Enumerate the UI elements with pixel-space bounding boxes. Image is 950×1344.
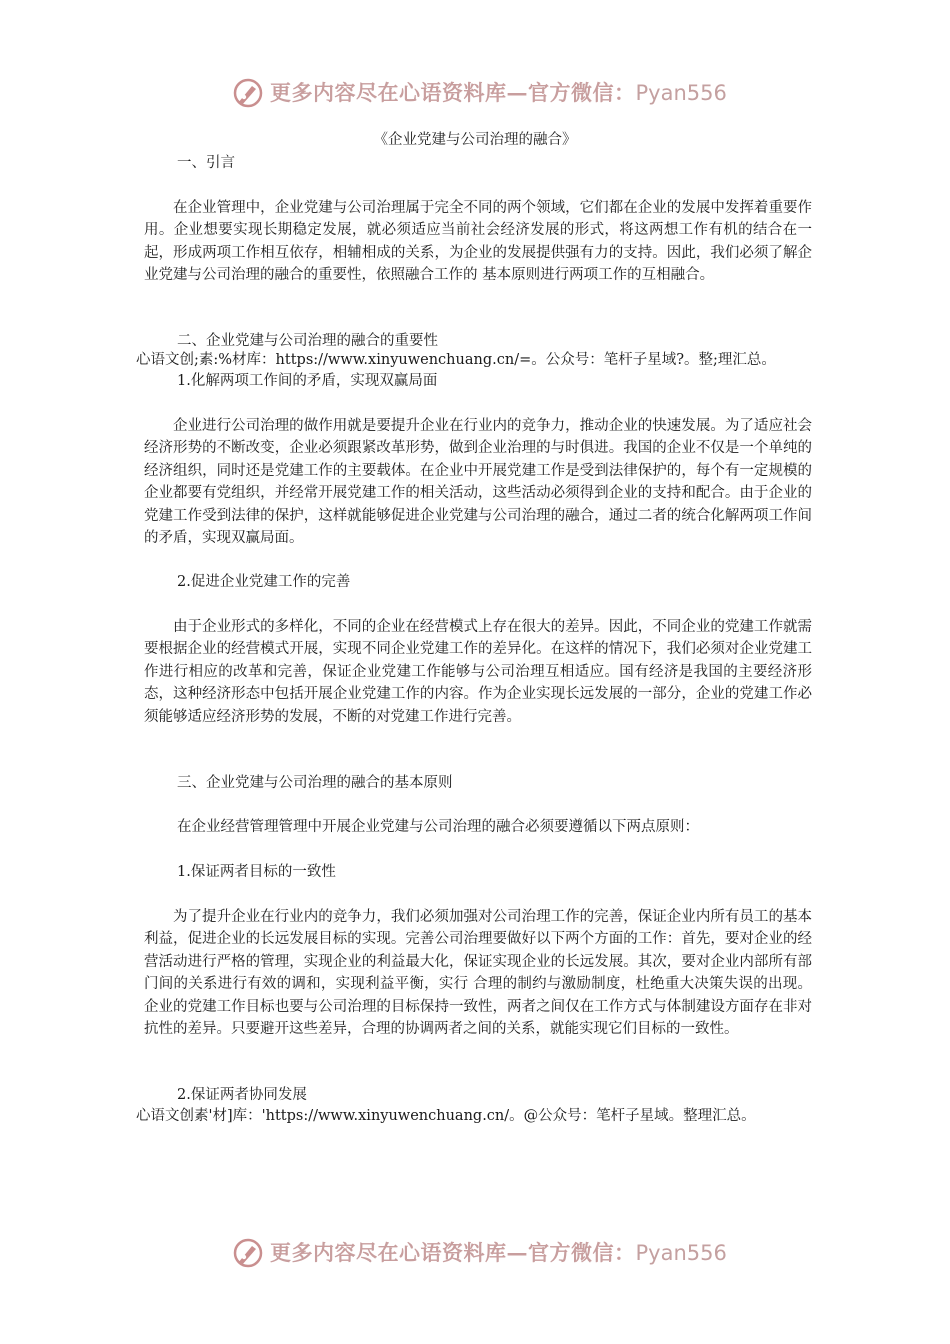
header-banner bbox=[0, 73, 950, 113]
pen-logo-icon bbox=[232, 1237, 264, 1269]
subheading-coordinated-development: 2.保证两者协同发展 bbox=[177, 1087, 307, 1103]
watermark-line-2: 心语文创素'材]库：'https://www.xinyuwenchuang.cn/。@公众号：笔杆子星域。整理汇总。 bbox=[136, 1108, 756, 1124]
document-title: 《企业党建与公司治理的融合》 bbox=[373, 132, 577, 148]
heading-importance: 二、企业党建与公司治理的融合的重要性 bbox=[177, 333, 438, 349]
paragraph-goal-consistency: 为了提升企业在行业内的竞争力，我们必须加强对公司治理工作的完善，保证企业内所有员工的基本利益，促进企业的长远发展目标的实现。完善公司治理要做好以下两个方面的工作：首先，要对企业的经营活动进行严格的管理，实现企业的利益最大化，保证实现企业的长远发展。其次，要对企业内部所有部门间的关系进行有效的调和，实现利益平衡，实行 合理的制约与激励制度，杜绝重大决策失误的出现。企业的党建工作目标也要与公司治理的目标保持一致性，两者之间仅在工作方式与体制建设方面存在非对抗性的差异。只要避开这些差异，合理的协调两者之间的关系，就能实现它们目标的一致性。 bbox=[144, 909, 812, 1038]
paragraph-improve-party-building: 由于企业形式的多样化，不同的企业在经营模式上存在很大的差异。因此，不同企业的党建工作就需要根据企业的经营模式开展，实现不同企业党建工作的差异化。在这样的情况下，我们必须对企业党建工作进行相应的改革和完善，保证企业党建工作能够与公司治理互相适应。国有经济是我国的主要经济形态，这种经济形态中包括开展企业党建工作的内容。作为企业实现长远发展的一部分，企业的党建工作必须能够适应经济形势的发展，不断的对党建工作进行完善。 bbox=[144, 619, 812, 725]
paragraph-introduction: 在企业管理中，企业党建与公司治理属于完全不同的两个领域，它们都在企业的发展中发挥着重要作用。企业想要实现长期稳定发展，就必须适应当前社会经济发展的形式，将这两想工作有机的结合在一起，形成两项工作相互依存，相辅相成的关系，为企业的发展提供强有力的支持。因此，我们必须了解企业党建与公司治理的融合的重要性，依照融合工作的 基本原则进行两项工作的互相融合。 bbox=[144, 200, 812, 284]
heading-principles: 三、企业党建与公司治理的融合的基本原则 bbox=[177, 775, 453, 791]
banner-text bbox=[270, 79, 727, 107]
heading-introduction: 一、引言 bbox=[177, 155, 235, 171]
banner-wechat-id: Pyan556 bbox=[635, 1241, 727, 1265]
banner-text bbox=[270, 1239, 727, 1267]
paragraph-principles-intro: 在企业经营管理管理中开展企业党建与公司治理的融合必须要遵循以下两点原则： bbox=[177, 819, 699, 835]
banner-wechat-id: Pyan556 bbox=[635, 81, 727, 105]
watermark-line: 心语文创;素:%材库：https://www.xinyuwenchuang.cn/=。公众号：笔杆子星域?。整;理汇总。 bbox=[136, 352, 776, 368]
pen-logo-icon bbox=[232, 77, 264, 109]
footer-banner bbox=[0, 1233, 950, 1273]
subheading-resolve-conflicts: 1.化解两项工作间的矛盾，实现双赢局面 bbox=[177, 373, 438, 389]
banner-slogan: 更多内容尽在心语资料库—官方微信： bbox=[270, 1240, 636, 1265]
banner-slogan: 更多内容尽在心语资料库—官方微信： bbox=[270, 80, 636, 105]
subheading-goal-consistency: 1.保证两者目标的一致性 bbox=[177, 864, 336, 880]
paragraph-resolve-conflicts: 企业进行公司治理的做作用就是要提升企业在行业内的竞争力，推动企业的快速发展。为了适应社会经济形势的不断改变，企业必须跟紧改革形势，做到企业治理的与时俱进。我国的企业不仅是一个单纯的经济组织，同时还是党建工作的主要载体。在企业中开展党建工作是受到法律保护的，每个有一定规模的企业都要有党组织，并经常开展党建工作的相关活动，这些活动必须得到企业的支持和配合。由于企业的党建工作受到法律的保护，这样就能够促进企业党建与公司治理的融合，通过二者的统合化解两项工作间的矛盾，实现双赢局面。 bbox=[144, 418, 812, 547]
subheading-improve-party-building: 2.促进企业党建工作的完善 bbox=[177, 574, 351, 590]
